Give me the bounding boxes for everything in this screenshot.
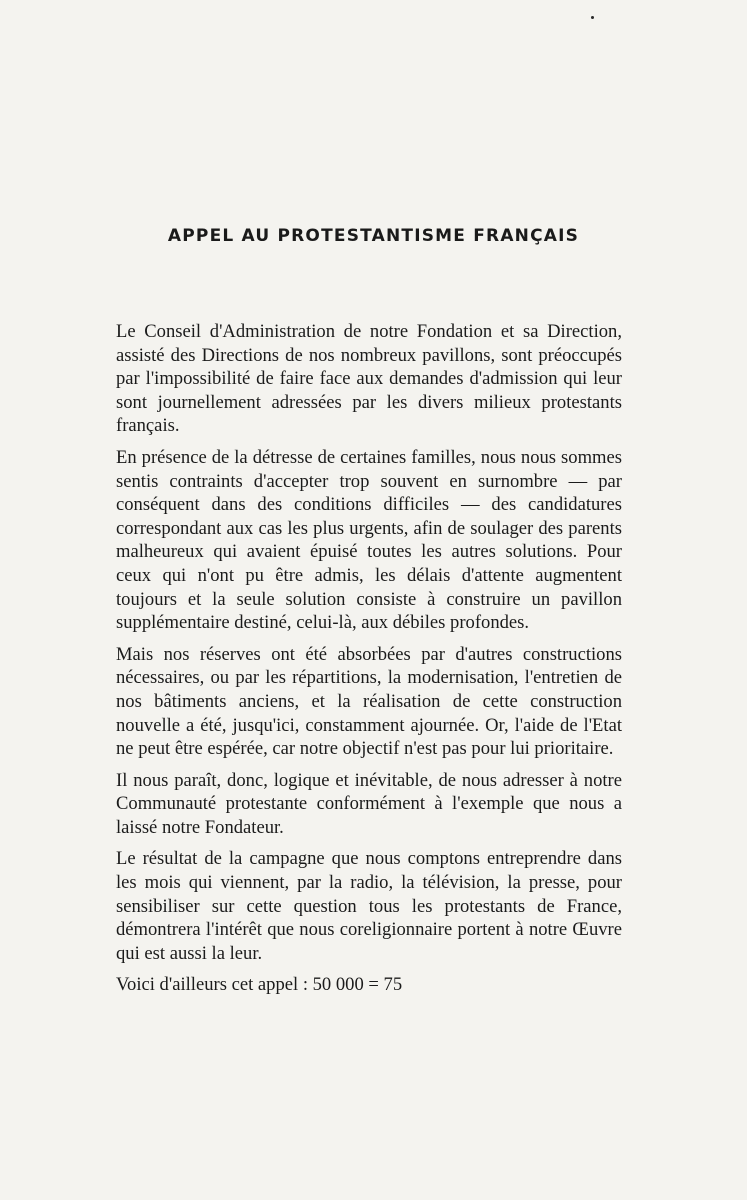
paragraph-4: Il nous paraît, donc, logique et inévitable, de nous adresser à notre Communauté protestante conformément à l'exemple que nous a laissé notre Fondateur. bbox=[116, 769, 622, 838]
paragraph-5: Le résultat de la campagne que nous comptons entreprendre dans les mois qui viennent, par la radio, la télévision, la presse, pour sensibiliser sur cette question tous les protestants de France, démontrera l'intérêt que nous coreligionnaire portent à notre Œuvre qui est aussi la leur. bbox=[116, 848, 622, 964]
paragraph-2: En présence de la détresse de certaines familles, nous nous sommes sentis contraints d'accepter trop souvent en surnombre — par conséquent dans des conditions difficiles — des candidatures correspondant aux cas les plus urgents, afin de soulager des parents malheureux qui avaient épuisé toutes les autres solutions. Pour ceux qui n'ont pu être admis, les délais d'attente augmentent toujours et la seule solution consiste à construire un pavillon supplémentaire destiné, celui-là, aux débiles profondes. bbox=[116, 446, 622, 634]
page-title: APPEL AU PROTESTANTISME FRANÇAIS bbox=[167, 226, 580, 246]
paragraph-1: Le Conseil d'Administration de notre Fondation et sa Direction, assisté des Directions de nos nombreux pavillons, sont préoccupés par l'impossibilité de faire face aux demandes d'admission qui leur sont journellement adressées par les divers milieux protestants français. bbox=[116, 321, 622, 437]
body-text bbox=[116, 320, 622, 1005]
ink-speck bbox=[591, 16, 594, 19]
paragraph-3: Mais nos réserves ont été absorbées par d'autres constructions nécessaires, ou par les répartitions, la modernisation, l'entretien de nos bâtiments anciens, et la réalisation de cette construction nouvelle a été, jusqu'ici, constamment ajournée. Or, l'aide de l'Etat ne peut être espérée, car notre objectif n'est pas pour lui prioritaire. bbox=[116, 643, 622, 760]
paragraph-6: Voici d'ailleurs cet appel : 50 000 = 75 bbox=[116, 974, 403, 996]
